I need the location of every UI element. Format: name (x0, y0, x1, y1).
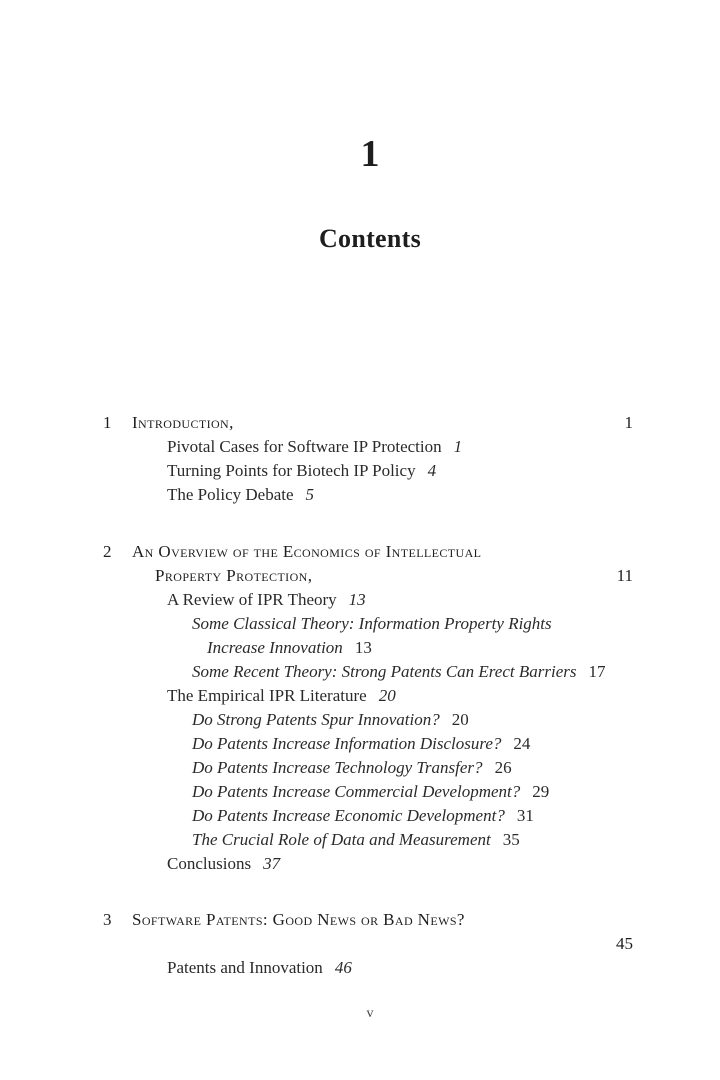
toc-section-entry[interactable]: Pivotal Cases for Software IP Protection 1 (167, 437, 463, 456)
page-number: 31 (516, 806, 534, 825)
chapter-number: 2 (103, 542, 112, 561)
page-number: 13 (354, 638, 372, 657)
toc-subsection-entry[interactable]: Some Classical Theory: Information Property Rights (192, 614, 552, 633)
chapter-title-continuation[interactable]: Property Protection, (155, 566, 313, 585)
chapter-number: 3 (103, 910, 112, 929)
page-number: 13 (348, 590, 366, 609)
page-number: 26 (494, 758, 512, 777)
page-number: 20 (451, 710, 469, 729)
page-number: 1 (453, 437, 463, 456)
chapter-number: 1 (103, 413, 112, 432)
toc-subsection-entry[interactable]: Do Patents Increase Commercial Development? 29 (192, 782, 550, 801)
toc-subsection-entry[interactable]: Do Patents Increase Information Disclosure? 24 (192, 734, 531, 753)
toc-section-entry[interactable]: Conclusions 37 (167, 854, 281, 873)
toc-section-entry[interactable]: A Review of IPR Theory 13 (167, 590, 366, 609)
toc-section-entry[interactable]: The Empirical IPR Literature 20 (167, 686, 396, 705)
toc-section-entry[interactable]: Patents and Innovation 46 (167, 958, 352, 977)
page-number: 29 (532, 782, 550, 801)
page-folio: v (366, 1006, 374, 1021)
chapter-page-number: 1 (624, 413, 633, 432)
toc-section-entry[interactable]: The Policy Debate 5 (167, 485, 315, 504)
page-number: 35 (502, 830, 520, 849)
page-number: 17 (588, 662, 606, 681)
toc-subsection-entry[interactable]: The Crucial Role of Data and Measurement 35 (192, 830, 520, 849)
page-title: Contents (318, 224, 422, 253)
page-number: 4 (427, 461, 437, 480)
page-number: 5 (305, 485, 315, 504)
chapter-title[interactable]: Introduction, (132, 413, 234, 432)
toc-subsection-entry[interactable]: Do Patents Increase Technology Transfer? 26 (192, 758, 512, 777)
toc-subsection-entry[interactable]: Do Strong Patents Spur Innovation? 20 (192, 710, 469, 729)
chapter-title[interactable]: Software Patents: Good News or Bad News? (132, 910, 465, 929)
part-number: 1 (360, 133, 380, 175)
chapter-page-number: 11 (616, 566, 633, 585)
page-number: 24 (513, 734, 531, 753)
toc-subsection-entry[interactable]: Some Recent Theory: Strong Patents Can Erect Barriers 17 (192, 662, 606, 681)
toc-subsection-entry[interactable]: Do Patents Increase Economic Development? 31 (192, 806, 534, 825)
toc-section-entry[interactable]: Turning Points for Biotech IP Policy 4 (167, 461, 437, 480)
page-number: 20 (378, 686, 396, 705)
page-number: 46 (334, 958, 352, 977)
chapter-title[interactable]: An Overview of the Economics of Intellectual (132, 542, 482, 561)
chapter-page-number: 45 (616, 934, 633, 953)
toc-subsection-continuation[interactable]: Increase Innovation 13 (207, 638, 372, 657)
page-number: 37 (263, 854, 281, 873)
